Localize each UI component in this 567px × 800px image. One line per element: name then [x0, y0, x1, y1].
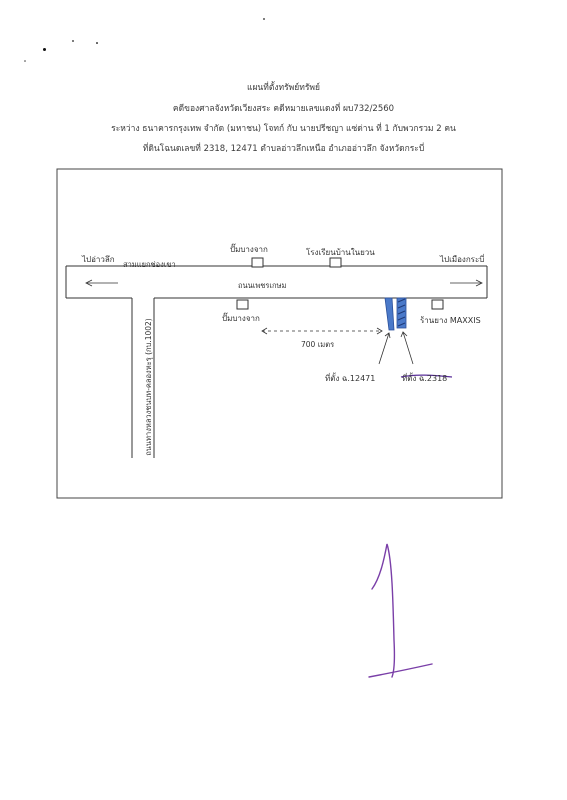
label-tire-shop: ร้านยาง MAXXIS: [420, 316, 481, 325]
label-main-road: ถนนเพชรเกษม: [238, 281, 287, 290]
school-marker: [330, 258, 341, 267]
label-to-ao-luek: ไปอ่าวลึก: [82, 255, 115, 264]
label-site-2318: ที่ตั้ง ฉ.2318: [402, 374, 448, 383]
gas-station-bottom-marker: [237, 300, 248, 309]
label-site-12471: ที่ตั้ง ฉ.12471: [325, 374, 376, 383]
land-title-line: ที่ดินโฉนดเลขที่ 2318, 12471 ตำบลอ่าวลึกเหนือ อำเภออ่าวลึก จังหวัดกระบี่: [142, 144, 425, 154]
label-side-road: ถนนทางหลวงชนบท-คลองหะรุ (กบ.1002): [144, 318, 153, 456]
page-title: แผนที่ตั้งทรัพย์ทรัพย์: [246, 83, 321, 93]
label-distance: 700 เมตร: [301, 340, 335, 349]
label-to-krabi: ไปเมืองกระบี่: [440, 255, 485, 264]
parcel-12471: [385, 298, 394, 330]
case-number-line: คดีของศาลจังหวัดเวียงสระ คดีหมายเลขแดงที่ ผบ732/2560: [172, 104, 395, 114]
parties-line: ระหว่าง ธนาคารกรุงเทพ จำกัด (มหาชน) โจทก์ กับ นายปรีชญา แซ่ด่าน ที่ 1 กับพวกรวม 2 คน: [111, 124, 456, 134]
label-gas-station-top: ปั๊มบางจาก: [230, 245, 268, 254]
leader-12471: [379, 333, 389, 364]
leader-2318: [403, 332, 413, 364]
label-school: โรงเรียนบ้านในยวน: [306, 248, 375, 257]
tire-shop-marker: [432, 300, 443, 309]
label-junction: สามแยกช่องเขา: [123, 260, 176, 269]
handwritten-numeral-base: [369, 664, 432, 677]
map-frame: [57, 169, 502, 498]
handwritten-numeral: [372, 544, 394, 677]
label-gas-station-bottom: ปั๊มบางจาก: [222, 314, 260, 323]
gas-station-top-marker: [252, 258, 263, 267]
